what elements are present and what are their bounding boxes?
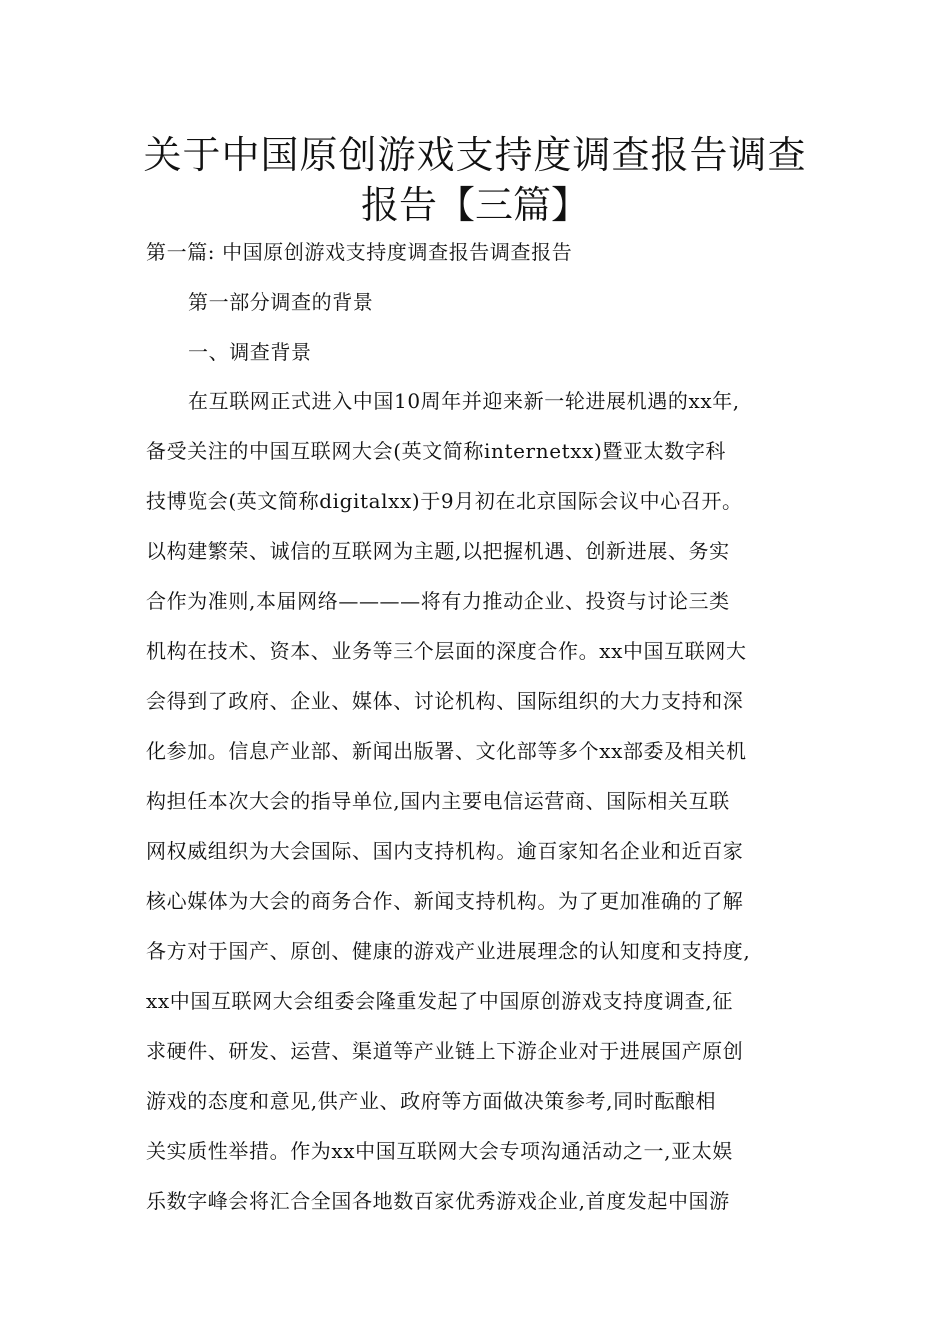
body-line: 构担任本次大会的指导单位,国内主要电信运营商、国际相关互联 (146, 789, 730, 813)
body-line: xx中国互联网大会组委会隆重发起了中国原创游戏支持度调查,征 (146, 989, 733, 1013)
body-line: 技博览会(英文简称digitalxx)于9月初在北京国际会议中心召开。 (146, 489, 743, 513)
body-line: 求硬件、研发、运营、渠道等产业链上下游企业对于进展国产原创 (146, 1039, 744, 1063)
body-line: 关实质性举措。作为xx中国互联网大会专项沟通活动之一,亚太娱 (146, 1139, 733, 1163)
body-line: 以构建繁荣、诚信的互联网为主题,以把握机遇、创新进展、务实 (146, 539, 730, 563)
body-line: 各方对于国产、原创、健康的游戏产业进展理念的认知度和支持度, (146, 939, 751, 963)
body-line: 核心媒体为大会的商务合作、新闻支持机构。为了更加准确的了解 (146, 889, 744, 913)
body-line: 会得到了政府、企业、媒体、讨论机构、国际组织的大力支持和深 (146, 689, 744, 713)
body-line: 在互联网正式进入中国10周年并迎来新一轮进展机遇的xx年, (188, 389, 740, 413)
subsection-heading: 一、调查背景 (188, 340, 312, 364)
document-subtitle: 第一篇: 中国原创游戏支持度调查报告调查报告 (146, 240, 573, 264)
document-title-line-2: 报告【三篇】 (360, 183, 589, 227)
body-line: 合作为准则,本届网络————将有力推动企业、投资与讨论三类 (146, 589, 730, 613)
body-line: 乐数字峰会将汇合全国各地数百家优秀游戏企业,首度发起中国游 (146, 1189, 730, 1213)
body-line: 化参加。信息产业部、新闻出版署、文化部等多个xx部委及相关机 (146, 739, 747, 763)
document-title-line-1: 关于中国原创游戏支持度调查报告调查 (143, 133, 807, 177)
body-line: 网权威组织为大会国际、国内支持机构。逾百家知名企业和近百家 (146, 839, 744, 863)
body-line: 备受关注的中国互联网大会(英文简称internetxx)暨亚太数字科 (146, 439, 727, 463)
body-line: 游戏的态度和意见,供产业、政府等方面做决策参考,同时酝酿相 (146, 1089, 717, 1113)
section-heading: 第一部分调查的背景 (188, 290, 374, 314)
body-line: 机构在技术、资本、业务等三个层面的深度合作。xx中国互联网大 (146, 639, 747, 663)
